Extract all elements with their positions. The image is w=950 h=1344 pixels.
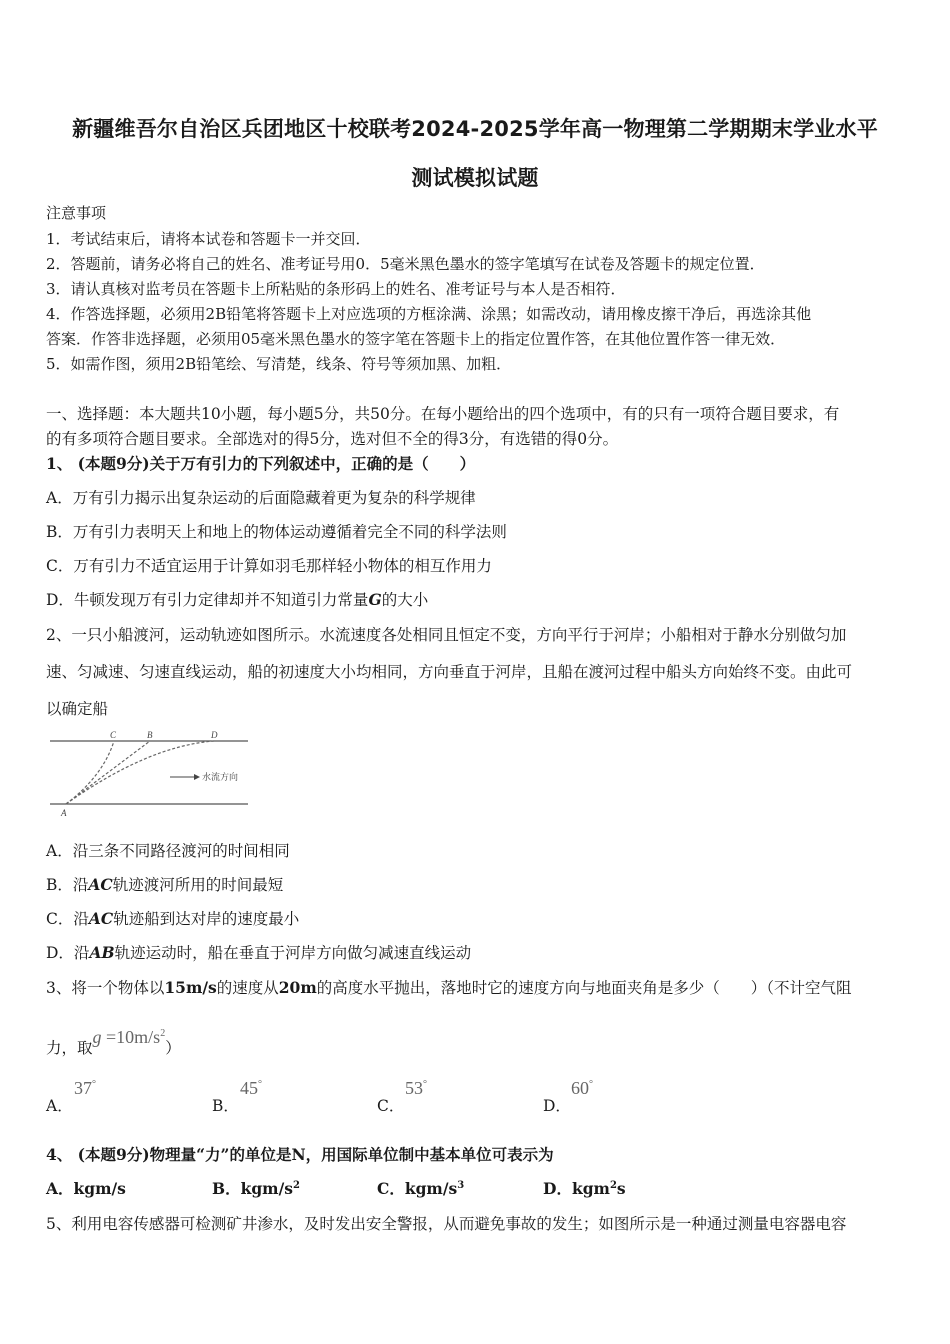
q3-stem-line1 — [46, 976, 852, 998]
q2-option-b-pre: B．沿 — [46, 876, 89, 894]
q2-option-b-post: 轨迹渡河所用的时间最短 — [112, 876, 284, 894]
q1-option-d-pre: D．牛顿发现万有引力定律却并不知道引力常量 — [46, 591, 369, 609]
q2-stem-line1: 2、一只小船渡河，运动轨迹如图所示。水流速度各处相同且恒定不变，方向平行于河岸；小船相对于静水分别做匀加 — [46, 626, 847, 644]
q3-stem2-part-b: ） — [165, 1039, 181, 1057]
q2-option-b — [46, 873, 283, 895]
q3-option-a-label: A． — [46, 1097, 73, 1115]
q3-option-b-unit: ° — [258, 1079, 262, 1090]
notice-item-4-cont: 答案．作答非选择题，必须用05毫米黑色墨水的签字笔在答题卡上的指定位置作答，在其他位置作答一律无效． — [46, 330, 786, 348]
section1-instructions-line2: 的有多项符合题目要求。全部选对的得5分，选对但不全的得3分，有选错的得0分。 — [46, 430, 619, 448]
label-a: A — [61, 808, 67, 818]
q2-option-b-var: AC — [88, 875, 113, 894]
q1-option-d-post: 的大小 — [381, 591, 429, 609]
q3-option-c-number: 53 — [405, 1078, 423, 1098]
q4-stem: 4、 (本题9分)物理量“力”的单位是N，用国际单位制中基本单位可表示为 — [46, 1145, 554, 1164]
q1-option-d-var: G — [368, 590, 382, 609]
q2-option-d-post: 轨迹运动时，船在垂直于河岸方向做匀减速直线运动 — [114, 944, 472, 962]
q4-option-a-value: kgm/s — [73, 1179, 126, 1198]
path-ab — [66, 741, 150, 804]
q3-option-c-label: C． — [377, 1097, 405, 1115]
q4-option-b-value: kgm/s — [240, 1179, 293, 1198]
q3-stem-line2 — [46, 1026, 181, 1057]
q3-stem-part-e: 的高度水平抛出，落地时它的速度方向与地面夹角是多少（ ）（不计空气阻 — [316, 979, 852, 997]
notice-heading: 注意事项 — [46, 204, 107, 222]
q1-option-a: A．万有引力揭示出复杂运动的后面隐藏着更为复杂的科学规律 — [46, 489, 476, 507]
q4-option-c-value: kgm/s — [404, 1179, 458, 1198]
q3-option-d-unit: ° — [589, 1079, 593, 1090]
path-ad — [66, 741, 214, 804]
section1-instructions-line1: 一、选择题：本大题共10小题，每小题5分，共50分。在每小题给出的四个选项中，有的只有一项符合题目要求，有 — [46, 405, 840, 423]
q3-stem-part-c: 的速度从 — [216, 979, 279, 997]
q2-stem-line2: 速、匀减速、匀速直线运动，船的初速度大小均相同，方向垂直于河岸，且船在渡河过程中船头方向始终不变。由此可 — [46, 663, 853, 681]
q3-gravity-exp: 2 — [160, 1028, 166, 1039]
q3-option-a-unit: ° — [92, 1079, 96, 1090]
q2-option-c — [46, 907, 299, 929]
q3-stem-part-a: 3、将一个物体以 — [46, 979, 165, 997]
notice-item-2: 2．答题前，请务必将自己的姓名、准考证号用0．5毫米黑色墨水的签字笔填写在试卷及答题卡的规定位置． — [46, 255, 765, 273]
notice-item-5: 5．如需作图，须用2B铅笔绘、写清楚，线条、符号等须加黑、加粗． — [46, 355, 512, 373]
q5-stem: 5、利用电容传感器可检测矿井渗水，及时发出安全警报，从而避免事故的发生；如图所示是一种通过测量电容器电容 — [46, 1215, 847, 1233]
q2-option-d — [46, 941, 471, 963]
q3-option-c-unit: ° — [423, 1079, 427, 1090]
q3-options-row — [46, 1078, 666, 1118]
path-ac — [66, 741, 114, 804]
q4-option-c-label: C． — [377, 1179, 405, 1198]
q3-option-b-label: B． — [212, 1097, 239, 1115]
q3-speed: 15m/s — [164, 978, 217, 997]
q3-option-d-number: 60 — [571, 1078, 589, 1098]
q1-stem: 1、 (本题9分)关于万有引力的下列叙述中，正确的是（ ） — [46, 454, 476, 473]
q3-option-b-number: 45 — [240, 1078, 258, 1098]
q4-option-b-exp: 2 — [292, 1179, 300, 1191]
q4-option-a — [46, 1177, 126, 1199]
notice-item-1: 1．考试结束后，请将本试卷和答题卡一并交回． — [46, 230, 371, 248]
q4-option-d — [543, 1177, 626, 1199]
q3-option-c-value — [405, 1078, 427, 1099]
q4-option-b-label: B． — [212, 1179, 241, 1198]
river-crossing-figure — [48, 726, 258, 822]
q1-option-c: C．万有引力不适宜运用于计算如羽毛那样轻小物体的相互作用力 — [46, 557, 492, 575]
label-d: D — [211, 730, 218, 740]
q4-option-d-label: D． — [543, 1179, 572, 1198]
q3-option-b-value — [240, 1078, 262, 1099]
q4-option-d-value: kgm — [571, 1179, 610, 1198]
q3-stem2-part-a: 力，取 — [46, 1039, 93, 1057]
q2-option-c-pre: C．沿 — [46, 910, 89, 928]
q4-option-a-label: A． — [46, 1179, 74, 1198]
q4-option-c — [377, 1177, 464, 1199]
q2-option-d-pre: D．沿 — [46, 944, 90, 962]
q1-option-d — [46, 588, 428, 610]
notice-item-4: 4．作答选择题，必须用2B铅笔将答题卡上对应选项的方框涂满、涂黑；如需改动，请用橡皮擦干净后，再选涂其他 — [46, 305, 812, 323]
q2-stem-line3: 以确定船 — [46, 700, 109, 718]
q3-option-a-number: 37 — [74, 1078, 92, 1098]
label-b: B — [147, 730, 153, 740]
q4-option-d-tail: s — [616, 1179, 626, 1198]
exam-title-line2: 测试模拟试题 — [411, 166, 539, 190]
q3-option-d-label: D． — [543, 1097, 571, 1115]
flow-arrow-icon — [194, 774, 200, 780]
q4-option-c-exp: 3 — [457, 1179, 465, 1191]
q4-option-d-exp: 2 — [609, 1179, 617, 1191]
q2-option-a: A．沿三条不同路径渡河的时间相同 — [46, 842, 290, 860]
q1-option-b: B．万有引力表明天上和地上的物体运动遵循着完全不同的科学法则 — [46, 523, 507, 541]
notice-item-3: 3．请认真核对监考员在答题卡上所粘贴的条形码上的姓名、准考证号与本人是否相符． — [46, 280, 626, 298]
q3-height: 20m — [278, 978, 317, 997]
exam-title-line1: 新疆维吾尔自治区兵团地区十校联考2024-2025学年高一物理第二学期期末学业水平 — [72, 117, 878, 141]
flow-direction-label: 水流方向 — [202, 773, 239, 783]
q2-option-c-var: AC — [88, 909, 114, 928]
q3-option-d-value — [571, 1078, 593, 1099]
q3-option-a-value — [74, 1078, 96, 1099]
q4-option-b — [212, 1177, 300, 1199]
q2-option-c-post: 轨迹船到达对岸的速度最小 — [113, 910, 300, 928]
label-c: C — [110, 730, 117, 740]
q3-gravity-value: $g =10m/s^2$ — [92, 1027, 166, 1047]
q2-option-d-var: AB — [89, 943, 115, 962]
